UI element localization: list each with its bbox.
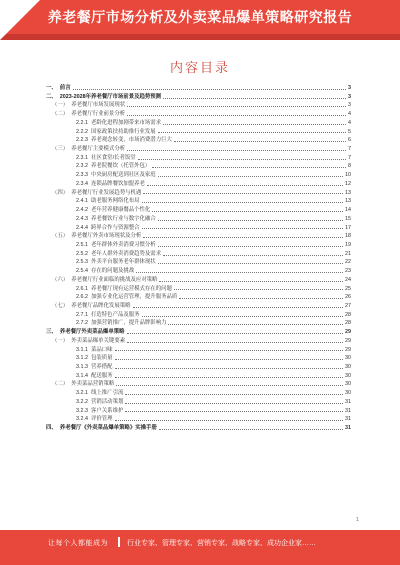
toc-entry-title: 外卖菜品营销策略 <box>71 381 115 388</box>
toc-entry[interactable] <box>46 337 351 346</box>
report-title: 养老餐厅市场分析及外卖菜品爆单策略研究报告 <box>47 9 353 25</box>
toc-entry-number: 2.2.2 <box>76 128 88 135</box>
toc-entry[interactable] <box>46 197 351 206</box>
toc-entry-page: 30 <box>345 381 351 388</box>
toc-leader-dots <box>158 220 343 221</box>
toc-entry[interactable] <box>46 110 351 119</box>
toc-entry-title: 养老餐厅外卖菜品爆单策略 <box>59 329 125 336</box>
toc-entry-number: 3.2.3 <box>76 407 88 414</box>
toc-leader-dots <box>127 115 346 116</box>
toc-leader-dots <box>158 263 343 264</box>
toc-entry[interactable] <box>46 380 351 389</box>
toc-entry-page: 31 <box>345 407 351 414</box>
toc-leader-dots <box>142 228 343 229</box>
toc-leader-dots <box>125 403 343 404</box>
toc-entry[interactable] <box>46 276 351 285</box>
toc-entry[interactable] <box>46 363 351 372</box>
toc-entry-title: 前言 <box>59 85 71 91</box>
toc-entry-number: （三） <box>52 146 69 153</box>
toc-entry-title: 外卖菜品爆单关键要素 <box>71 337 126 344</box>
toc-entry-page: 28 <box>345 320 351 327</box>
toc-entry[interactable] <box>46 424 351 433</box>
toc-entry-page: 14 <box>345 207 351 214</box>
toc-entry-page: 13 <box>345 189 351 196</box>
toc-entry-page: 30 <box>345 355 351 362</box>
toc-entry-number: （二） <box>52 111 69 118</box>
toc-entry-title: 养老餐厅现有运营模式存在的问题 <box>91 285 172 292</box>
footer-slogan-left: 让每个人都能成为 <box>48 540 108 547</box>
toc-entry-number: 3.1.4 <box>76 372 88 379</box>
toc-leader-dots <box>168 324 343 325</box>
toc-entry-page: 25 <box>345 285 351 292</box>
toc-entry-number: （四） <box>52 189 69 196</box>
toc-entry-number: 2.4.4 <box>76 224 88 231</box>
toc-leader-dots <box>138 159 346 160</box>
toc-entry[interactable] <box>46 285 351 294</box>
toc-entry-page: 29 <box>345 337 351 344</box>
toc-entry-number: 3.1.3 <box>76 364 88 370</box>
toc-entry-page: 31 <box>345 416 351 423</box>
toc-entry-number: 3.2.1 <box>76 390 88 397</box>
toc-leader-dots <box>127 333 344 334</box>
toc-entry[interactable] <box>46 162 351 171</box>
toc-entry-title: 打造特色产品及服务 <box>91 311 140 318</box>
toc-entry[interactable] <box>46 302 351 311</box>
toc-leader-dots <box>142 316 343 317</box>
toc-entry-title: 加强营销推广，提升品牌影响力 <box>91 320 167 327</box>
toc-entry-number: 四、 <box>46 425 57 432</box>
toc-entry-page: 31 <box>345 398 351 405</box>
header-band <box>0 34 400 40</box>
page-marker: 1 <box>356 517 359 523</box>
toc-entry[interactable] <box>46 354 351 363</box>
toc-entry-page: 13 <box>345 198 351 205</box>
toc-leader-dots <box>115 368 343 369</box>
toc-leader-dots <box>152 167 346 168</box>
toc-entry-number: 二、 <box>46 93 57 100</box>
toc-leader-dots <box>143 193 343 194</box>
toc-leader-dots <box>125 411 343 412</box>
toc-entry[interactable] <box>46 398 351 407</box>
toc-entry-title: 中央厨房配送到社区及家庭 <box>91 172 156 179</box>
toc-entry-page: 28 <box>345 311 351 318</box>
toc-entry-number: 2.3.3 <box>76 172 88 179</box>
toc-leader-dots <box>163 124 346 125</box>
toc-entry-page: 24 <box>345 276 351 283</box>
toc-leader-dots <box>143 237 343 238</box>
toc-entry-title: 养老餐厅行业面临的挑战及应对策略 <box>71 276 158 283</box>
toc-entry-title: 养老院餐饮（托管外包） <box>91 163 151 170</box>
toc-entry-title: 养老观念转变，市场消费潜力巨大 <box>91 137 172 144</box>
toc-entry[interactable] <box>46 311 351 320</box>
toc-entry-number: 3.2.2 <box>76 398 88 405</box>
toc-entry-page: 10 <box>345 172 351 179</box>
toc-leader-dots <box>158 246 343 247</box>
footer-divider <box>118 537 120 547</box>
toc-entry-title: 客户关系维护 <box>91 407 124 414</box>
toc-leader-dots <box>73 89 346 90</box>
toc-leader-dots <box>115 420 343 421</box>
toc-leader-dots <box>174 289 343 290</box>
toc-leader-dots <box>136 272 343 273</box>
toc-entry-page: 6 <box>348 137 351 144</box>
toc-leader-dots <box>142 202 343 203</box>
toc-entry-title: 助老服务网络化布局 <box>91 198 140 205</box>
toc-leader-dots <box>147 185 343 186</box>
toc-entry-number: 2.5.1 <box>76 241 88 248</box>
toc-entry[interactable] <box>46 346 351 355</box>
toc-entry[interactable] <box>46 84 351 93</box>
toc-leader-dots <box>159 429 343 430</box>
toc-leader-dots <box>163 255 343 256</box>
toc-entry-number: （六） <box>52 276 69 283</box>
toc-entry-page: 31 <box>345 425 351 432</box>
toc-entry[interactable] <box>46 232 351 241</box>
toc-leader-dots <box>115 350 343 351</box>
toc-entry[interactable] <box>46 389 351 398</box>
toc-entry[interactable] <box>46 189 351 198</box>
toc-entry[interactable] <box>46 93 351 102</box>
toc-leader-dots <box>127 342 343 343</box>
toc-entry-number: 2.4.2 <box>76 207 88 214</box>
toc-entry-page: 7 <box>348 154 351 161</box>
toc-entry[interactable] <box>46 258 351 267</box>
toc-entry-title: 老龄化进程加剧带来市场需求 <box>91 119 162 126</box>
toc-entry-title: 养老餐厅《外卖菜品爆单策略》实操手册 <box>59 425 157 432</box>
footer-slogan-right: 行业专家、管理专家、营销专家、战略专家、成功企业家…… <box>127 540 316 547</box>
toc-entry-page: 15 <box>345 215 351 222</box>
toc-entry-number: 3.1.2 <box>76 355 88 362</box>
toc-entry-number: 2.4.1 <box>76 198 88 205</box>
toc-entry-page: 4 <box>348 111 351 118</box>
toc-entry-number: 2.5.4 <box>76 268 88 275</box>
toc-entry-page: 19 <box>345 241 351 248</box>
toc-entry[interactable] <box>46 154 351 163</box>
toc-entry-page: 26 <box>345 294 351 301</box>
toc-entry-page: 3 <box>348 102 351 109</box>
toc-entry[interactable] <box>46 101 351 110</box>
toc-entry-title: 加强专业化运营管理，提升服务品质 <box>91 294 178 301</box>
toc-list <box>46 84 351 433</box>
toc-entry-number: 2.6.1 <box>76 285 88 292</box>
toc-entry[interactable] <box>46 224 351 233</box>
toc-entry[interactable] <box>46 215 351 224</box>
toc-entry[interactable] <box>46 128 351 137</box>
toc-entry-title: 评价管理 <box>91 416 113 423</box>
toc-entry-title: 存在的问题及挑战 <box>91 268 135 275</box>
toc-entry-title: 养老餐厅外卖市场现状及分析 <box>71 233 142 240</box>
toc-entry-title: 营销活动策划 <box>91 398 124 405</box>
toc-entry-number: 3.2.4 <box>76 416 88 423</box>
toc-entry-page: 29 <box>345 329 351 336</box>
toc-entry-number: 2.6.2 <box>76 294 88 301</box>
toc-entry-title: 线上推广引流 <box>91 390 124 397</box>
toc-entry-title: 连锁品牌餐饮加盟养老 <box>91 180 145 187</box>
toc-leader-dots <box>159 281 343 282</box>
toc-entry-title: 老年营养健康餐品个性化 <box>91 207 151 214</box>
toc-entry-number: 2.2.1 <box>76 119 88 126</box>
toc-entry[interactable] <box>46 415 351 424</box>
toc-entry-page: 21 <box>345 250 351 257</box>
toc-entry-page: 17 <box>345 224 351 231</box>
toc-entry[interactable] <box>46 267 351 276</box>
toc-entry-number: 2.2.3 <box>76 137 88 144</box>
toc-entry-title: 菜品口味 <box>91 346 113 353</box>
toc-entry-page: 4 <box>348 119 351 126</box>
toc-entry[interactable] <box>46 206 351 215</box>
toc-entry-title: 跨界合作与资源整合 <box>91 224 140 231</box>
toc-entry-number: 一、 <box>46 85 57 91</box>
toc-entry-title: 养老餐厅市场发展现状 <box>71 102 126 109</box>
toc-entry-number: （二） <box>52 381 69 388</box>
toc-entry[interactable] <box>46 119 351 128</box>
toc-entry-page: 3 <box>348 85 351 91</box>
toc-entry-page: 22 <box>345 259 351 266</box>
toc-entry-number: （五） <box>52 233 69 240</box>
toc-entry-page: 7 <box>348 146 351 153</box>
toc-leader-dots <box>174 141 346 142</box>
toc-entry-page: 18 <box>345 233 351 240</box>
toc-entry-number: 2.5.3 <box>76 259 88 266</box>
toc-entry-title: 2023-2028年养老餐厅市场前景及趋势预测 <box>59 93 162 100</box>
toc-leader-dots <box>158 132 346 133</box>
toc-entry-title: 老年群体外卖消费习惯分析 <box>91 241 156 248</box>
toc-leader-dots <box>133 307 344 308</box>
toc-entry-title: 养老餐厅行业前景分析 <box>71 111 126 118</box>
toc-entry[interactable] <box>46 136 351 145</box>
toc-leader-dots <box>116 385 343 386</box>
toc-entry-page: 30 <box>345 372 351 379</box>
toc-entry-title: 国家政策扶持助推行业发展 <box>91 128 156 135</box>
toc-entry-number: 2.3.4 <box>76 180 88 187</box>
toc-entry-page: 12 <box>345 180 351 187</box>
toc-entry-page: 30 <box>345 390 351 397</box>
toc-entry-page: 29 <box>345 346 351 353</box>
toc-entry-title: 营养搭配 <box>91 364 113 370</box>
toc-entry[interactable] <box>46 328 351 337</box>
toc-entry-title: 养老餐厅主要模式分析 <box>71 146 126 153</box>
toc-entry[interactable] <box>46 407 351 416</box>
toc-entry-page: 30 <box>345 364 351 370</box>
toc-leader-dots <box>158 176 343 177</box>
toc-entry[interactable] <box>46 293 351 302</box>
toc-entry-number: （一） <box>52 337 69 344</box>
toc-entry-page: 3 <box>348 93 351 100</box>
toc-entry-page: 5 <box>348 128 351 135</box>
toc-entry-number: 2.4.3 <box>76 215 88 222</box>
toc-leader-dots <box>127 106 346 107</box>
toc-heading: 内容目录 <box>169 60 230 75</box>
toc-leader-dots <box>163 98 346 99</box>
toc-entry-title: 社区食堂/长者饭堂 <box>91 154 136 161</box>
toc-entry[interactable] <box>46 372 351 381</box>
toc-entry-number: 2.7.2 <box>76 320 88 327</box>
toc-entry-number: 3.1.1 <box>76 346 88 353</box>
toc-leader-dots <box>179 298 343 299</box>
toc-leader-dots <box>125 394 343 395</box>
toc-entry[interactable] <box>46 180 351 189</box>
toc-entry-title: 包装质量 <box>91 355 113 362</box>
toc-entry-number: 2.3.1 <box>76 154 88 161</box>
toc-leader-dots <box>115 359 343 360</box>
toc-entry-number: 2.5.2 <box>76 250 88 257</box>
toc-leader-dots <box>152 211 343 212</box>
toc-entry-title: 老年人群外卖消费趋势及需求 <box>91 250 162 257</box>
toc-entry-title: 养老餐厅品牌化发展策略 <box>71 302 131 309</box>
toc-entry[interactable] <box>46 241 351 250</box>
toc-entry-number: （七） <box>52 302 69 309</box>
toc-entry-page: 27 <box>345 302 351 309</box>
toc-entry[interactable] <box>46 171 351 180</box>
toc-leader-dots <box>115 377 343 378</box>
toc-entry-page: 23 <box>345 268 351 275</box>
toc-entry-number: 2.7.1 <box>76 311 88 318</box>
toc-entry[interactable] <box>46 319 351 328</box>
toc-entry-page: 8 <box>348 163 351 170</box>
toc-entry-number: 2.3.2 <box>76 163 88 170</box>
toc-entry-title: 养老餐厅行业发展趋势与机遇 <box>71 189 142 196</box>
toc-entry-number: （一） <box>52 102 69 109</box>
toc-entry-title: 养老餐饮行业与数字化融合 <box>91 215 156 222</box>
toc-entry[interactable] <box>46 145 351 154</box>
toc-entry-title: 外卖平台服务老年群体现状 <box>91 259 156 266</box>
toc-leader-dots <box>127 150 346 151</box>
toc-entry-title: 配送服务 <box>91 372 113 379</box>
toc-entry[interactable] <box>46 250 351 259</box>
toc-entry-number: 三、 <box>46 329 57 336</box>
